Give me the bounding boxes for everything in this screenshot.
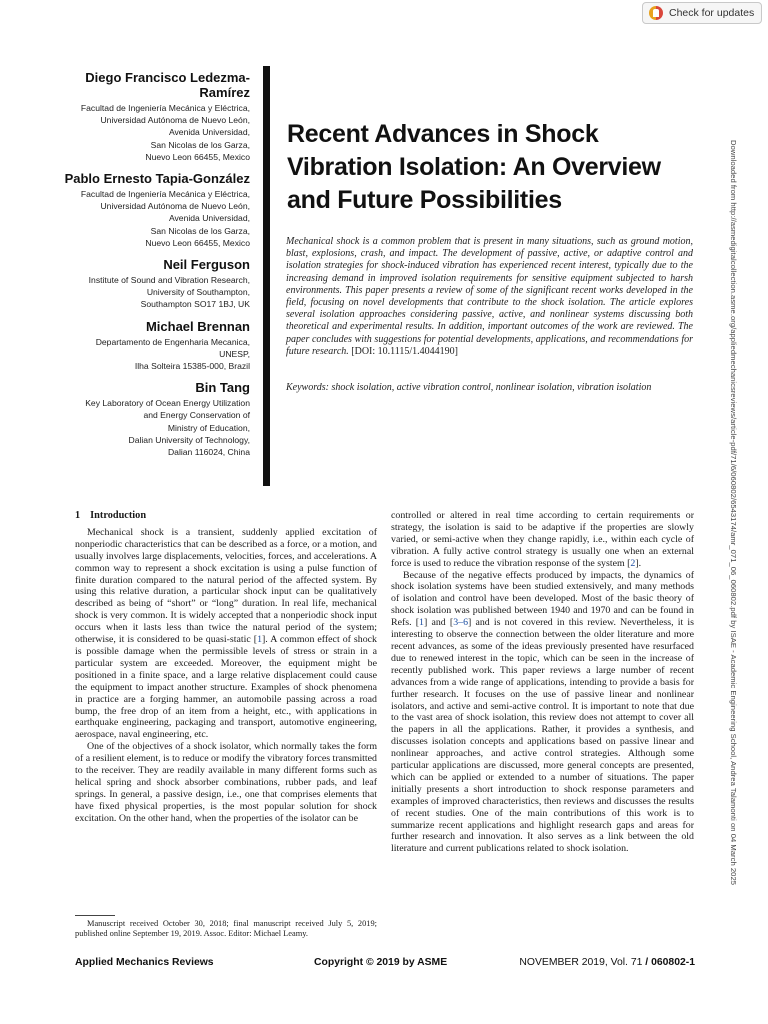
affiliation-line: Nuevo Leon 66455, Mexico — [145, 237, 250, 248]
paragraph: One of the objectives of a shock isolator, which normally takes the form of a resilient element, is to reduce or modify the vibratory forces transmitted to the receiver. They are readily available in many different forms such as helical spring and shock absorber combinations, rubber pads, and leaf springs. In general, a passive design, i.e., one that comprises elements that have fixed physical properties, is the most popular solution for shock excitation. On the other hand, when the properties of the isolator can be — [75, 741, 377, 824]
abstract — [286, 236, 693, 358]
crossmark-icon — [649, 6, 663, 20]
author-affiliation — [60, 188, 250, 249]
affiliation-line: Departamento de Engenharia Mecanica, — [95, 336, 250, 347]
author-block — [60, 380, 250, 458]
affiliation-line: San Nicolas de los Garza, — [150, 225, 250, 236]
journal-name: Applied Mechanics Reviews — [75, 957, 214, 968]
affiliation-line: Key Laboratory of Ocean Energy Utilization — [85, 398, 250, 409]
affiliation-line: Southampton SO17 1BJ, UK — [140, 299, 250, 310]
citation-link[interactable]: 3–6 — [453, 617, 468, 629]
author-name: Michael Brennan — [145, 318, 250, 334]
footnote-rule — [75, 915, 115, 916]
affiliation-line: Ministry of Education, — [167, 422, 250, 433]
affiliation-line: Avenida Universidad, — [168, 213, 250, 224]
article-number: 060802-1 — [651, 957, 695, 968]
author-block — [60, 70, 250, 163]
affiliation-line: UNESP, — [219, 348, 250, 359]
author-list — [60, 70, 250, 466]
footnote: Manuscript received October 30, 2018; final manuscript received July 5, 2019; published online September 19, 2019. Assoc. Editor: Michael Leamy. — [75, 919, 377, 938]
citation-link[interactable]: 1 — [257, 634, 262, 646]
affiliation-line: University of Southampton, — [146, 287, 250, 298]
issue-date: NOVEMBER 2019, Vol. 71 — [519, 957, 643, 968]
affiliation-line: Universidad Autónoma de Nuevo León, — [100, 115, 250, 126]
citation-link[interactable]: 1 — [419, 617, 424, 629]
right-column — [391, 510, 694, 855]
copyright: Copyright © 2019 by ASME — [314, 957, 448, 968]
download-watermark-text: Downloaded from http://asmedigitalcollection.asme.org/appliedmechanicsreviews/article-pdf/71/6/060802/6543174/amr_071_06_060802.pdf by ISAE - Academic Engineering School, Andrea Talamonti on 04 March 2025 — [729, 140, 738, 885]
section-number: 1 — [75, 510, 81, 521]
affiliation-line: San Nicolas de los Garza, — [150, 139, 250, 150]
affiliation-line: Dalian 116024, China — [167, 447, 250, 458]
doi-link[interactable]: [DOI: 10.1115/1.4044190] — [351, 345, 459, 357]
author-block — [60, 171, 250, 249]
paragraph-text: controlled or altered in real time according to certain requirements or strategy, the isolation is said to be adaptive if the properties are slowly varied, or semi-active when they change rapidly, i.e., within each cycle of vibration. A fully active control strategy is usually one when an external force is used to reduce the vibration response of the system [ — [391, 510, 694, 569]
author-block — [60, 319, 250, 373]
issue-info — [519, 957, 695, 968]
check-for-updates-label: Check for updates — [669, 7, 755, 19]
section-heading — [75, 510, 377, 522]
paragraph-text: Mechanical shock is a transient, suddenly applied excitation of nonperiodic characteristics that can be described as a force, or a motion, and usually involves large displacements, velocities, forces, and accelerations. A common way to represent a shock excitation is using a pulse function of finite duration compared to the natural period of the affected system. By using this relative duration, a particular shock input can be qualitatively described as being of “short” or “long” duration. In real life, mechanical shock is very common. It is widely accepted that a nonperiodic shock input occurs when it lasts less than twice the natural period of the system; otherwise, it is considered to be quasi-static [ — [75, 526, 377, 646]
paper-title: Recent Advances in Shock Vibration Isolation: An Overview and Future Possibilities — [287, 120, 661, 214]
citation-link[interactable]: 2 — [630, 557, 636, 569]
check-for-updates-button[interactable] — [642, 2, 762, 24]
paragraph-text: Because of the negative effects produced by impacts, the dynamics of shock isolation systems have been studied extensively, and many methods of isolation and control have been developed. Most of the basic theory of shock isolation was published between 1940 and 1970 and can be found in Refs. [ — [391, 569, 694, 629]
author-name: Bin Tang — [195, 380, 250, 396]
author-affiliation — [60, 274, 250, 311]
issue-separator: / — [645, 957, 649, 968]
abstract-text: Mechanical shock is a common problem that is present in many situations, such as ground motion, blast, explosions, crash, and impact. The development of passive, active, or adaptive control and isolation strategies for shock-induced vibration has experienced recent interest, typically due to the increasing demand in improved isolation requirements for sensitive equipment subjected to harsh environments. This paper presents a review of some of the significant recent works developed in the field, focusing on novel developments that contribute to the shock isolation. The article explores several isolation approaches considering passive, active, and nonlinear systems discussing both theoretical and experimental results. In addition, important outcomes of the work are reviewed. The paper concludes with suggestions for potential developments, applications, and recommendations for future research. — [286, 236, 693, 357]
affiliation-line: Institute of Sound and Vibration Research, — [88, 275, 250, 286]
affiliation-line: Avenida Universidad, — [168, 127, 250, 138]
affiliation-line: Dalian University of Technology, — [128, 434, 250, 445]
author-block — [60, 257, 250, 311]
left-column — [75, 510, 377, 825]
affiliation-line: Facultad de Ingeniería Mecánica y Eléctrica, — [80, 189, 250, 200]
author-name: Diego Francisco Ledezma-Ramírez — [85, 70, 250, 100]
page-footer — [75, 957, 695, 973]
affiliation-line: Ilha Solteira 15385-000, Brazil — [134, 361, 250, 372]
paragraph-text: ] and [ — [423, 617, 454, 629]
download-watermark — [724, 140, 740, 900]
paragraph — [391, 510, 694, 570]
author-affiliation — [60, 336, 250, 373]
keywords: Keywords: shock isolation, active vibration control, nonlinear isolation, vibration isolation — [286, 382, 652, 393]
section-title: Introduction — [90, 510, 147, 521]
paragraph — [75, 527, 377, 741]
author-name: Pablo Ernesto Tapia-González — [64, 171, 250, 187]
author-affiliation — [60, 102, 250, 163]
affiliation-line: and Energy Conservation of — [143, 410, 250, 421]
paragraph-text: ]. — [635, 557, 642, 569]
affiliation-line: Facultad de Ingeniería Mecánica y Eléctrica, — [80, 103, 250, 113]
paragraph — [391, 570, 694, 856]
affiliation-line: Universidad Autónoma de Nuevo León, — [100, 201, 250, 212]
author-name: Neil Ferguson — [163, 257, 250, 273]
paragraph-text: ] and is not covered in this review. Nevertheless, it is interesting to observe the connection between the older literature and more recent advances, as some of the ideas previously presented have resurfaced due to renewed interest in the topic, which can be seen in the increase of recently published work. This paper reviews a large number of recent advances from a wide range of applications, intending to provide a basis for further research. It focuses on the use of passive linear and nonlinear isolators, and active and semi-active control. It is important to note that due to the vast area of shock isolation, this review does not attempt to cover all the papers in all the applications. Rather, it provides a synthesis, and discusses isolation concepts and applications based on passive linear and nonlinear approaches, and active control strategies. Although some particular applications are discussed, more general concepts are presented, which can be applied or extended to a number of situations. The paper initially presents a short introduction to shock response parameters and examples of improved characteristics, then reviews and discusses the results of recent studies. One of the main contributions of this work is to summarize recent applications and highlight research gaps and areas for further research and innovation. It also serves as a link between the old literature and current publications related to shock isolation. — [391, 617, 695, 855]
paragraph-text: ]. A common effect of shock is possible damage when the permissible levels of stress or strain in a particular system are exceeded. Moreover, the equipment might be positioned in a finite space, and a large relative displacement could cause the equipment to impact another structure. Examples of shock phenomena in practice are a forging hammer, an automobile passing across a road bump, the free drop of an item from a height, etc., with applications in earthquake engineering, packaging and transport, automotive engineering, aerospace, naval engineering, etc. — [75, 634, 377, 741]
author-affiliation — [60, 397, 250, 458]
affiliation-line: Nuevo Leon 66455, Mexico — [145, 151, 250, 162]
title-divider-bar — [263, 66, 270, 486]
